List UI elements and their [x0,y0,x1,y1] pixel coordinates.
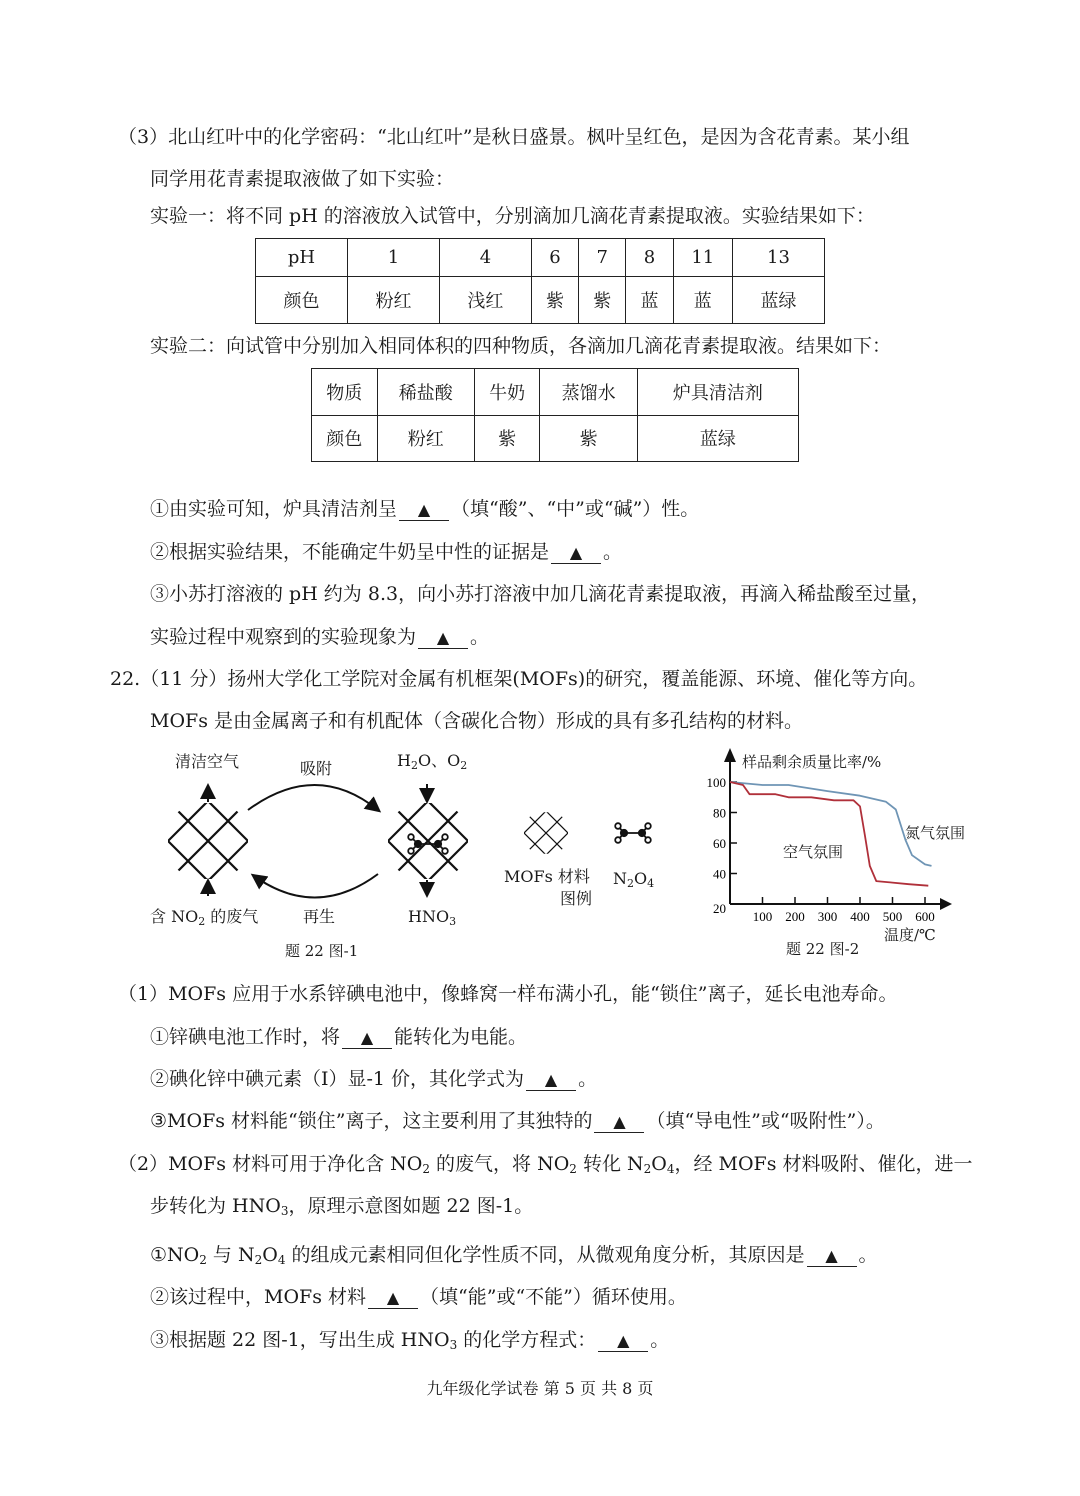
table-cell: 浅红 [439,277,531,324]
x-tick-label: 600 [915,909,935,924]
table-cell: 紫 [474,415,540,462]
subscript: 4 [277,1253,286,1267]
y-tick-label: 80 [713,805,726,821]
answer-blank: ▲ [526,1070,576,1091]
text-segment: 实验一：将不同 pH 的溶液放入试管中，分别滴加几滴花青素提取液。实验结果如下： [150,205,875,227]
text-segment: ③根据题 22 图-1，写出生成 HNO [150,1329,450,1351]
text-segment: O、O [417,751,461,770]
adsorb-label: 吸附 [300,759,333,778]
table-cell: 稀盐酸 [377,369,474,416]
table-cell: 紫 [579,277,626,324]
y-tick-label: 60 [713,836,726,851]
answer-blank: ▲ [399,500,449,521]
text-segment: MOFs 是由金属离子和有机配体（含碳化合物）形成的具有多孔结构的材料。 [150,710,804,732]
text-segment: ，原理示意图如题 22 图-1。 [288,1195,534,1217]
text-segment: O [262,1244,278,1266]
regenerate-label: 再生 [303,907,336,926]
chart-caption: 题 22 图-2 [786,940,860,958]
text-segment: 步转化为 HNO [150,1195,281,1217]
table-cell: 紫 [540,415,637,462]
answer-blank: ▲ [368,1288,418,1309]
text-segment: 同学用花青素提取液做了如下实验： [150,168,455,190]
table-cell: 13 [732,239,824,277]
y-tick-label: 40 [713,866,726,882]
subscript: 2 [569,1162,577,1176]
subscript: 3 [449,1338,458,1352]
text-segment: N [613,869,627,888]
table-cell: 牛奶 [474,369,540,416]
table-cell: 1 [347,239,439,277]
text-segment: 的化学方程式： [457,1329,597,1351]
text-segment: （1）MOFs 应用于水系锌碘电池中，像蜂窝一样布满小孔，能“锁住”离子，延长电池寿命。 [118,983,898,1005]
air-series-line [730,782,928,886]
x-tick-label: 400 [850,909,870,924]
text-segment: 的废气，将 NO [429,1153,570,1175]
text-segment: ①NO [150,1244,200,1266]
text-segment: 转化 N [576,1153,644,1175]
table-cell: 8 [626,239,673,277]
chart-xlabel: 温度/℃ [884,926,936,944]
table-cell: pH [256,239,348,277]
legend-title: 图例 [560,889,593,908]
table-cell: 4 [439,239,531,277]
table-cell: 物质 [312,369,378,416]
text-segment: ②碘化锌中碘元素（I）显-1 价，其化学式为 [150,1068,525,1090]
answer-blank: ▲ [598,1331,648,1352]
subscript: 2 [254,1253,263,1267]
x-tick-label: 200 [785,909,805,924]
subscript: 2 [199,1253,207,1267]
text-segment: （填“导电性”或“吸附性”）。 [646,1110,885,1132]
text-segment: 。 [603,541,623,563]
table-cell: 蓝绿 [637,415,798,462]
text-segment: O [651,1153,667,1175]
subscript: 2 [643,1162,652,1176]
x-axis-arrow-icon [940,898,952,910]
text-segment: ，经 MOFs 材料吸附、催化，进一 [674,1153,973,1175]
chart-ylabel: 样品剩余质量比率/% [742,753,882,771]
text-segment: （3）北山红叶中的化学密码：“北山红叶”是秋日盛景。枫叶呈红色，是因为含花青素。某小组 [118,126,910,148]
x-tick-label: 300 [817,909,838,924]
subscript: 4 [647,877,655,890]
subscript: 2 [410,759,418,772]
text-segment: 实验二：向试管中分别加入相同体积的四种物质，各滴加几滴花青素提取液。结果如下： [150,335,892,357]
table-cell: 蓝 [673,277,732,324]
subscript: 2 [460,759,468,772]
text-segment: 。 [650,1329,670,1351]
table-cell: 蓝绿 [732,277,824,324]
subscript: 2 [422,1162,430,1176]
table-cell: 11 [673,239,732,277]
text-segment: HNO [408,907,450,926]
text-segment: 含 NO [150,907,199,926]
subscript: 3 [280,1204,289,1218]
table-cell: 颜色 [312,415,378,462]
table-cell: 6 [531,239,578,277]
table-cell: 紫 [531,277,578,324]
subscript: 2 [198,915,206,928]
text-segment: 。 [858,1244,878,1266]
answer-blank: ▲ [342,1028,392,1049]
text-segment: （填“能”或“不能”）循环使用。 [420,1286,687,1308]
clean-air-label: 清洁空气 [175,752,240,771]
text-segment: H [397,751,411,770]
answer-blank: ▲ [807,1246,857,1267]
table-cell: 粉红 [377,415,474,462]
table-cell: 蓝 [626,277,673,324]
y-tick-label: 20 [713,901,726,916]
text-segment: ③小苏打溶液的 pH 约为 8.3，向小苏打溶液中加几滴花青素提取液，再滴入稀盐酸至过量， [150,583,931,605]
table-cell: 炉具清洁剂 [637,369,798,416]
text-segment: ②根据实验结果，不能确定牛奶呈中性的证据是 [150,541,550,563]
subscript: 2 [627,877,634,890]
text-segment: 。 [470,626,490,648]
x-tick-label: 500 [882,909,903,924]
subscript: 4 [666,1162,675,1176]
subscript: 3 [449,915,457,928]
text-segment: 能转化为电能。 [394,1026,528,1048]
answer-blank: ▲ [551,543,601,564]
table-cell: 7 [579,239,626,277]
air-series-label: 空气氛围 [783,843,844,861]
text-segment: 与 N [206,1244,255,1266]
text-segment: 的废气 [205,907,259,926]
answer-blank: ▲ [418,628,468,649]
text-segment: 实验过程中观察到的实验现象为 [150,626,417,648]
legend-mofs-label: MOFs 材料 [504,867,590,886]
text-segment: ①锌碘电池工作时，将 [150,1026,341,1048]
answer-blank: ▲ [594,1112,644,1133]
text-segment: ①由实验可知，炉具清洁剂呈 [150,498,398,520]
table-cell: 蒸馏水 [540,369,637,416]
table-cell: 粉红 [347,277,439,324]
figure-1-caption: 题 22 图-1 [285,942,359,960]
nitrogen-series-label: 氮气氛围 [905,824,966,842]
text-segment: 。 [578,1068,598,1090]
text-segment: 22.（11 分）扬州大学化工学院对金属有机框架(MOFs)的研究，覆盖能源、环境、催化等方向。 [110,668,928,690]
text-segment: ②该过程中，MOFs 材料 [150,1286,367,1308]
table-cell: 颜色 [256,277,348,324]
y-axis-arrow-icon [724,748,736,762]
y-tick-label: 100 [706,775,726,790]
text-segment: ③MOFs 材料能“锁住”离子，这主要利用了其独特的 [150,1110,593,1132]
text-segment: O [634,869,648,888]
text-segment: （填“酸”、“中”或“碱”）性。 [451,498,700,520]
text-segment: 的组成元素相同但化学性质不同，从微观角度分析，其原因是 [285,1244,805,1266]
text-segment: （2）MOFs 材料可用于净化含 NO [118,1153,423,1175]
x-tick-label: 100 [752,909,773,924]
page-footer: 九年级化学试卷 第 5 页 共 8 页 [426,1379,654,1398]
